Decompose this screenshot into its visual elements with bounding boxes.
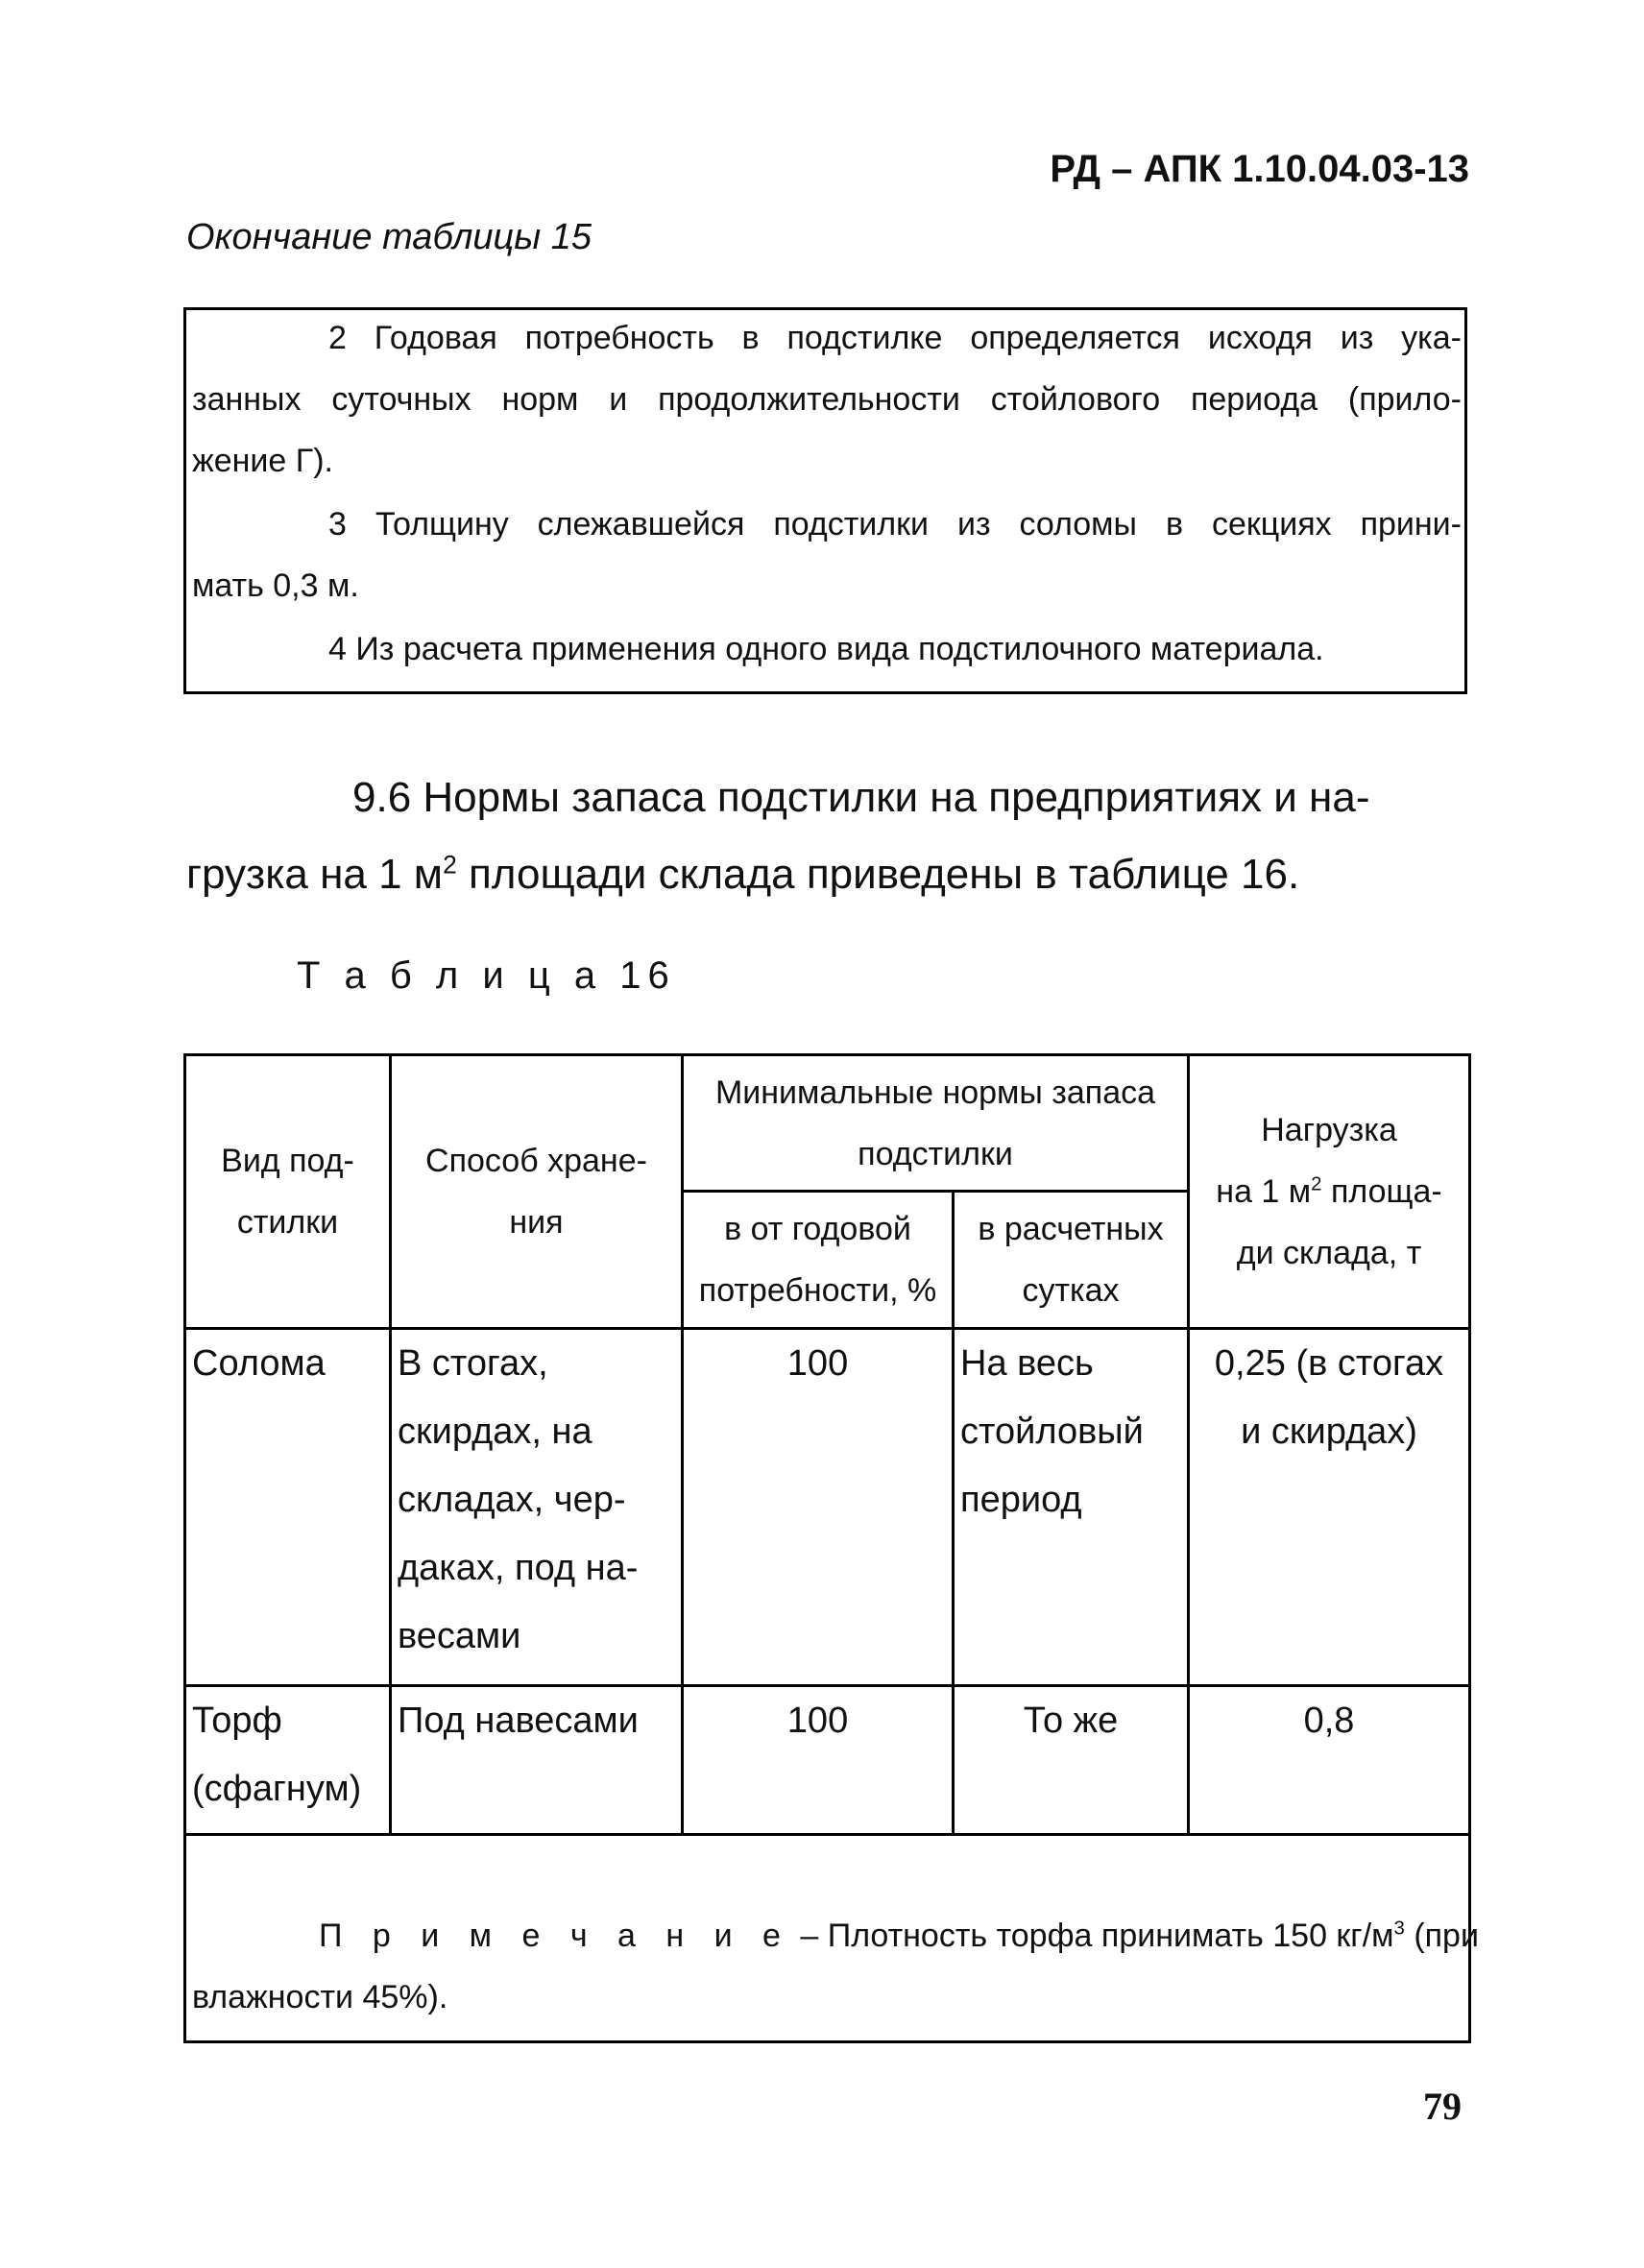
- note-label: П р и м е ч а н и е: [319, 1918, 791, 1954]
- table15-notes-box: [183, 307, 1467, 694]
- cell-days: То же: [954, 1686, 1189, 1835]
- cell-percent: 100: [683, 1329, 954, 1686]
- note-3-line-2: мать 0,3 м.: [192, 567, 359, 604]
- note-2-line-2: занных суточных норм и продолжительности стойлового периода (прило-: [192, 381, 1462, 418]
- header-min-stock-norms: Минимальные нормы запаса подстилки: [683, 1055, 1189, 1192]
- note-2-line-1: 2 Годовая потребность в подстилке определяется исходя из ука-: [328, 320, 1462, 356]
- table-row: [185, 1329, 1470, 1686]
- cell-load: 0,8: [1189, 1686, 1470, 1835]
- note-line-2: влажности 45%).: [192, 1979, 448, 2015]
- table-row: [185, 1686, 1470, 1835]
- table16-note: [185, 1835, 1479, 2042]
- table-continuation-caption: Окончание таблицы 15: [186, 217, 592, 257]
- note-4: 4 Из расчета применения одного вида подстилочного материала.: [328, 631, 1324, 667]
- header-days: в расчетных сутках: [954, 1192, 1189, 1329]
- table16: [183, 1053, 1479, 2043]
- note-2-line-3: жение Г).: [192, 443, 333, 479]
- header-bedding-type: Вид под- стилки: [185, 1055, 391, 1329]
- paragraph-line-1: 9.6 Нормы запаса подстилки на предприятиях и на-: [352, 774, 1370, 821]
- document-code: РД – АПК 1.10.04.03-13: [1050, 148, 1469, 190]
- note-3-line-1: 3 Толщину слежавшейся подстилки из соломы в секциях прини-: [328, 506, 1462, 543]
- cell-load: 0,25 (в стогах и скирдах): [1189, 1329, 1470, 1686]
- cell-storage: В стогах, скирдах, на складах, чер- даках, под на- весами: [391, 1329, 683, 1686]
- header-load-per-m2: Нагрузка на 1 $м^2$ площа- ди склада, т: [1189, 1055, 1470, 1329]
- header-percent-of-annual: в от годовой потребности, %: [683, 1192, 954, 1329]
- cell-storage: Под навесами: [391, 1686, 683, 1835]
- header-storage-method: Способ хране- ния: [391, 1055, 683, 1329]
- paragraph-line-2: грузка на 1 $м^2$ площади склада приведены в таблице 16.: [186, 850, 1300, 898]
- cell-days: На весь стойловый период: [954, 1329, 1189, 1686]
- page-number: 79: [1423, 2085, 1462, 2128]
- note-line-1: П р и м е ч а н и е – Плотность торфа принимать 150 $кг/м^3$ (при: [319, 1918, 1479, 1954]
- cell-type: Торф (сфагнум): [185, 1686, 391, 1835]
- table16-title: Т а б л и ц а 16: [297, 954, 676, 997]
- cell-percent: 100: [683, 1686, 954, 1835]
- cell-type: Солома: [185, 1329, 391, 1686]
